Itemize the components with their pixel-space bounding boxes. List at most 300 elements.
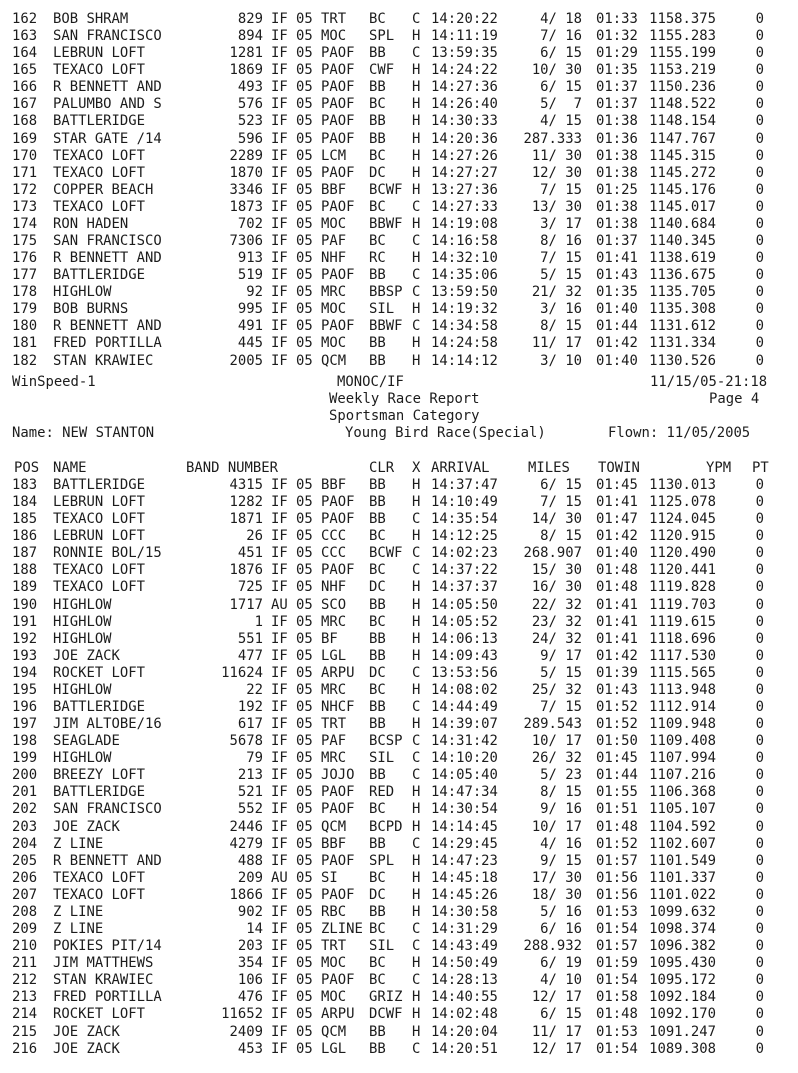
row-ypm: 1131.612 (649, 318, 716, 335)
row-pt: 0 (755, 1006, 764, 1023)
row-pt: 0 (755, 79, 764, 96)
row-name: LEBRUN LOFT (53, 45, 145, 62)
row-miles: 11/ 30 (531, 147, 582, 164)
row-band-type: IF (271, 852, 288, 869)
row-pt: 0 (755, 716, 764, 733)
row-year: 05 (296, 318, 313, 335)
row-color: BBSP (369, 284, 403, 301)
row-year: 05 (296, 494, 313, 511)
row-name: BOB BURNS (53, 301, 129, 318)
row-band: 2446 (229, 818, 263, 835)
row-towin: 01:47 (596, 511, 638, 528)
row-year: 05 (296, 972, 313, 989)
row-miles: 5/ 15 (540, 267, 582, 284)
row-ypm: 1153.219 (649, 62, 716, 79)
row-year: 05 (296, 921, 313, 938)
row-arrival: 14:30:58 (431, 903, 498, 920)
row-ypm: 1107.994 (649, 750, 716, 767)
row-band-type: IF (271, 613, 288, 630)
row-band-type: AU (271, 869, 288, 886)
row-color: SPL (369, 852, 395, 869)
row-name: HIGHLOW (53, 630, 112, 647)
row-pos: 203 (12, 818, 38, 835)
row-pos: 190 (12, 596, 38, 613)
row-pos: 162 (12, 11, 38, 27)
row-color: BCSP (369, 733, 403, 750)
row-band-type: IF (271, 681, 288, 698)
row-band: 477 (237, 647, 263, 664)
col-clr: CLR (369, 460, 395, 476)
row-color: GRIZ (369, 989, 403, 1006)
row-miles: 12/ 17 (531, 989, 582, 1006)
row-arrival: 14:31:42 (431, 733, 498, 750)
row-band: 521 (237, 784, 263, 801)
row-arrival: 14:02:23 (431, 545, 498, 562)
row-ypm: 1098.374 (649, 921, 716, 938)
row-towin: 01:37 (596, 96, 638, 113)
row-arrival: 14:35:54 (431, 511, 498, 528)
row-year: 05 (296, 1040, 313, 1057)
row-color: BCWF (369, 545, 403, 562)
row-name: POKIES PIT/14 (53, 938, 162, 955)
row-towin: 01:33 (596, 11, 638, 27)
table-row (0, 284, 798, 301)
table-row (0, 301, 798, 318)
row-towin: 01:48 (596, 818, 638, 835)
row-sex: C (412, 835, 421, 852)
table-row (0, 1041, 798, 1058)
row-name: STAN KRAWIEC (53, 972, 154, 989)
row-sex: H (412, 579, 421, 596)
row-name: Z LINE (53, 835, 104, 852)
row-ypm: 1101.549 (649, 852, 716, 869)
row-pt: 0 (755, 989, 764, 1006)
row-pos: 191 (12, 613, 38, 630)
loft-name: Name: NEW STANTON (12, 425, 155, 441)
row-pos: 165 (12, 62, 38, 79)
col-pt: PT (752, 460, 769, 476)
row-year: 05 (296, 130, 313, 147)
row-year: 05 (296, 181, 313, 198)
row-band-type: IF (271, 181, 288, 198)
row-pos: 186 (12, 528, 38, 545)
row-pos: 168 (12, 113, 38, 130)
table-row (0, 131, 798, 148)
row-band-type: IF (271, 164, 288, 181)
row-band: 92 (246, 284, 263, 301)
table-row (0, 545, 798, 562)
row-year: 05 (296, 647, 313, 664)
row-year: 05 (296, 579, 313, 596)
row-band-type: IF (271, 801, 288, 818)
table-row (0, 233, 798, 250)
table-row (0, 199, 798, 216)
row-towin: 01:51 (596, 801, 638, 818)
row-year: 05 (296, 511, 313, 528)
row-band: 445 (237, 335, 263, 352)
row-color: BC (369, 869, 386, 886)
row-arrival: 14:37:37 (431, 579, 498, 596)
row-color: BB (369, 647, 386, 664)
row-club: QCM (321, 818, 347, 835)
row-name: FRED PORTILLA (53, 989, 162, 1006)
row-pt: 0 (755, 147, 764, 164)
row-arrival: 14:26:40 (431, 96, 498, 113)
row-towin: 01:53 (596, 903, 638, 920)
row-color: BC (369, 921, 386, 938)
row-year: 05 (296, 545, 313, 562)
row-sex: H (412, 62, 421, 79)
row-band-type: IF (271, 267, 288, 284)
row-towin: 01:38 (596, 147, 638, 164)
row-name: BATTLERIDGE (53, 113, 145, 130)
row-pt: 0 (755, 955, 764, 972)
row-miles: 10/ 30 (531, 62, 582, 79)
row-sex: H (412, 613, 421, 630)
col-name: NAME (53, 460, 87, 476)
table-row (0, 79, 798, 96)
row-club: PAOF (321, 198, 355, 215)
row-band-type: IF (271, 1023, 288, 1040)
row-pt: 0 (755, 233, 764, 250)
row-color: BC (369, 681, 386, 698)
row-name: SAN FRANCISCO (53, 233, 162, 250)
row-club: MRC (321, 681, 347, 698)
row-year: 05 (296, 233, 313, 250)
row-pt: 0 (755, 511, 764, 528)
row-pos: 170 (12, 147, 38, 164)
row-towin: 01:48 (596, 579, 638, 596)
row-ypm: 1148.154 (649, 113, 716, 130)
row-arrival: 14:10:49 (431, 494, 498, 511)
row-band-type: IF (271, 250, 288, 267)
row-ypm: 1145.315 (649, 147, 716, 164)
row-miles: 25/ 32 (531, 681, 582, 698)
row-towin: 01:52 (596, 716, 638, 733)
row-color: BB (369, 835, 386, 852)
row-club: MOC (321, 28, 347, 45)
row-pt: 0 (755, 250, 764, 267)
row-pt: 0 (755, 45, 764, 62)
report-title: Weekly Race Report (329, 391, 480, 407)
row-sex: H (412, 28, 421, 45)
row-pos: 185 (12, 511, 38, 528)
row-pos: 178 (12, 284, 38, 301)
row-color: BC (369, 147, 386, 164)
table-row (0, 216, 798, 233)
table-row (0, 836, 798, 853)
table-row (0, 733, 798, 750)
row-pt: 0 (755, 818, 764, 835)
row-band-type: IF (271, 284, 288, 301)
row-club: CCC (321, 545, 347, 562)
row-club: LCM (321, 147, 347, 164)
row-year: 05 (296, 96, 313, 113)
row-color: RED (369, 784, 395, 801)
row-miles: 12/ 17 (531, 1040, 582, 1057)
row-pos: 193 (12, 647, 38, 664)
row-band: 576 (237, 96, 263, 113)
row-pos: 176 (12, 250, 38, 267)
row-color: BCWF (369, 181, 403, 198)
row-pos: 187 (12, 545, 38, 562)
row-sex: C (412, 511, 421, 528)
row-towin: 01:54 (596, 921, 638, 938)
row-pt: 0 (755, 938, 764, 955)
row-miles: 8/ 16 (540, 233, 582, 250)
row-color: BB (369, 113, 386, 130)
row-band: 451 (237, 545, 263, 562)
row-arrival: 14:05:52 (431, 613, 498, 630)
row-arrival: 14:24:58 (431, 335, 498, 352)
table-row (0, 870, 798, 887)
row-year: 05 (296, 767, 313, 784)
row-pos: 195 (12, 681, 38, 698)
row-year: 05 (296, 630, 313, 647)
row-name: JOE ZACK (53, 1023, 120, 1040)
row-pt: 0 (755, 733, 764, 750)
row-sex: H (412, 113, 421, 130)
row-color: BB (369, 1023, 386, 1040)
row-name: STAN KRAWIEC (53, 352, 154, 369)
row-band: 493 (237, 79, 263, 96)
row-ypm: 1124.045 (649, 511, 716, 528)
row-sex: H (412, 955, 421, 972)
row-ypm: 1155.283 (649, 28, 716, 45)
row-club: PAOF (321, 784, 355, 801)
row-sex: C (412, 938, 421, 955)
row-name: JOE ZACK (53, 818, 120, 835)
row-color: BC (369, 613, 386, 630)
table-row (0, 819, 798, 836)
row-pt: 0 (755, 767, 764, 784)
row-color: BB (369, 45, 386, 62)
row-year: 05 (296, 955, 313, 972)
row-sex: H (412, 352, 421, 369)
table-row (0, 682, 798, 699)
row-miles: 4/ 15 (540, 113, 582, 130)
row-miles: 289.543 (523, 716, 582, 733)
row-year: 05 (296, 784, 313, 801)
row-towin: 01:54 (596, 972, 638, 989)
row-pt: 0 (755, 750, 764, 767)
row-year: 05 (296, 250, 313, 267)
row-name: R BENNETT AND (53, 250, 162, 267)
table-row (0, 562, 798, 579)
row-club: PAOF (321, 511, 355, 528)
row-club: PAOF (321, 886, 355, 903)
row-pt: 0 (755, 215, 764, 232)
row-arrival: 14:27:33 (431, 198, 498, 215)
table-row (0, 96, 798, 113)
row-band: 1282 (229, 494, 263, 511)
row-sex: H (412, 818, 421, 835)
row-miles: 7/ 15 (540, 250, 582, 267)
row-name: JOE ZACK (53, 647, 120, 664)
row-sex: H (412, 681, 421, 698)
row-club: MRC (321, 613, 347, 630)
row-pos: 173 (12, 198, 38, 215)
row-band-type: IF (271, 301, 288, 318)
row-color: BC (369, 198, 386, 215)
row-ypm: 1140.345 (649, 233, 716, 250)
row-ypm: 1158.375 (649, 11, 716, 27)
row-club: PAOF (321, 972, 355, 989)
row-towin: 01:42 (596, 528, 638, 545)
row-towin: 01:54 (596, 1040, 638, 1057)
row-pos: 205 (12, 852, 38, 869)
row-ypm: 1135.308 (649, 301, 716, 318)
row-name: R BENNETT AND (53, 79, 162, 96)
row-year: 05 (296, 352, 313, 369)
row-year: 05 (296, 716, 313, 733)
row-sex: H (412, 596, 421, 613)
row-arrival: 14:14:45 (431, 818, 498, 835)
row-color: DC (369, 886, 386, 903)
row-name: COPPER BEACH (53, 181, 154, 198)
row-miles: 6/ 15 (540, 79, 582, 96)
row-band-type: IF (271, 147, 288, 164)
row-club: MOC (321, 301, 347, 318)
row-ypm: 1089.308 (649, 1040, 716, 1057)
row-band-type: AU (271, 596, 288, 613)
row-band: 192 (237, 699, 263, 716)
row-band-type: IF (271, 28, 288, 45)
row-towin: 01:38 (596, 164, 638, 181)
row-pt: 0 (755, 903, 764, 920)
table-row (0, 28, 798, 45)
row-name: RONNIE BOL/15 (53, 545, 162, 562)
row-band: 519 (237, 267, 263, 284)
row-name: TEXACO LOFT (53, 579, 145, 596)
row-ypm: 1095.172 (649, 972, 716, 989)
row-ypm: 1125.078 (649, 494, 716, 511)
row-pos: 164 (12, 45, 38, 62)
row-club: NHCF (321, 699, 355, 716)
table-row (0, 938, 798, 955)
row-color: SIL (369, 938, 395, 955)
row-year: 05 (296, 699, 313, 716)
row-name: HIGHLOW (53, 681, 112, 698)
row-sex: H (412, 852, 421, 869)
row-band: 1869 (229, 62, 263, 79)
row-color: RC (369, 250, 386, 267)
row-band-type: IF (271, 198, 288, 215)
row-ypm: 1155.199 (649, 45, 716, 62)
category-label: Sportsman Category (329, 408, 480, 424)
row-band: 2005 (229, 352, 263, 369)
row-ypm: 1145.176 (649, 181, 716, 198)
row-band: 4315 (229, 477, 263, 493)
row-name: Z LINE (53, 921, 104, 938)
row-ypm: 1120.915 (649, 528, 716, 545)
row-ypm: 1150.236 (649, 79, 716, 96)
row-name: TEXACO LOFT (53, 886, 145, 903)
print-timestamp: 11/15/05-21:18 (650, 374, 768, 390)
row-band-type: IF (271, 494, 288, 511)
row-pos: 167 (12, 96, 38, 113)
row-miles: 15/ 30 (531, 562, 582, 579)
row-miles: 11/ 17 (531, 335, 582, 352)
row-arrival: 14:50:49 (431, 955, 498, 972)
table-row (0, 904, 798, 921)
row-pos: 174 (12, 215, 38, 232)
row-name: STAR GATE /14 (53, 130, 162, 147)
table-row (0, 972, 798, 989)
row-towin: 01:55 (596, 784, 638, 801)
table-row (0, 750, 798, 767)
row-band-type: IF (271, 903, 288, 920)
row-band: 1281 (229, 45, 263, 62)
row-towin: 01:53 (596, 1023, 638, 1040)
row-club: MRC (321, 750, 347, 767)
row-miles: 9/ 16 (540, 801, 582, 818)
row-miles: 23/ 32 (531, 613, 582, 630)
table-row (0, 921, 798, 938)
row-miles: 5/ 7 (540, 96, 582, 113)
row-sex: H (412, 477, 421, 493)
row-sex: H (412, 494, 421, 511)
row-ypm: 1119.615 (649, 613, 716, 630)
table-row (0, 182, 798, 199)
row-miles: 26/ 32 (531, 750, 582, 767)
row-band-type: IF (271, 716, 288, 733)
row-name: ROCKET LOFT (53, 664, 145, 681)
row-year: 05 (296, 886, 313, 903)
row-year: 05 (296, 215, 313, 232)
row-sex: C (412, 921, 421, 938)
row-sex: H (412, 301, 421, 318)
row-band: 1717 (229, 596, 263, 613)
row-pt: 0 (755, 699, 764, 716)
row-band-type: IF (271, 215, 288, 232)
row-year: 05 (296, 62, 313, 79)
row-miles: 288.932 (523, 938, 582, 955)
row-band-type: IF (271, 62, 288, 79)
row-miles: 22/ 32 (531, 596, 582, 613)
row-miles: 4/ 10 (540, 972, 582, 989)
row-color: DC (369, 579, 386, 596)
row-club: CCC (321, 528, 347, 545)
row-pt: 0 (755, 62, 764, 79)
row-arrival: 14:40:55 (431, 989, 498, 1006)
row-pos: 213 (12, 989, 38, 1006)
row-sex: H (412, 335, 421, 352)
row-arrival: 14:27:27 (431, 164, 498, 181)
row-pt: 0 (755, 164, 764, 181)
row-band: 488 (237, 852, 263, 869)
row-name: HIGHLOW (53, 284, 112, 301)
results-table-continued (0, 11, 798, 370)
row-year: 05 (296, 528, 313, 545)
row-pos: 182 (12, 352, 38, 369)
row-ypm: 1102.607 (649, 835, 716, 852)
row-band: 7306 (229, 233, 263, 250)
row-miles: 8/ 15 (540, 528, 582, 545)
table-row (0, 148, 798, 165)
row-arrival: 14:31:29 (431, 921, 498, 938)
row-miles: 6/ 15 (540, 45, 582, 62)
row-band: 213 (237, 767, 263, 784)
row-sex: H (412, 716, 421, 733)
row-ypm: 1135.705 (649, 284, 716, 301)
row-sex: C (412, 318, 421, 335)
row-club: PAOF (321, 801, 355, 818)
row-pos: 188 (12, 562, 38, 579)
row-pt: 0 (755, 921, 764, 938)
row-band: 702 (237, 215, 263, 232)
row-band-type: IF (271, 545, 288, 562)
